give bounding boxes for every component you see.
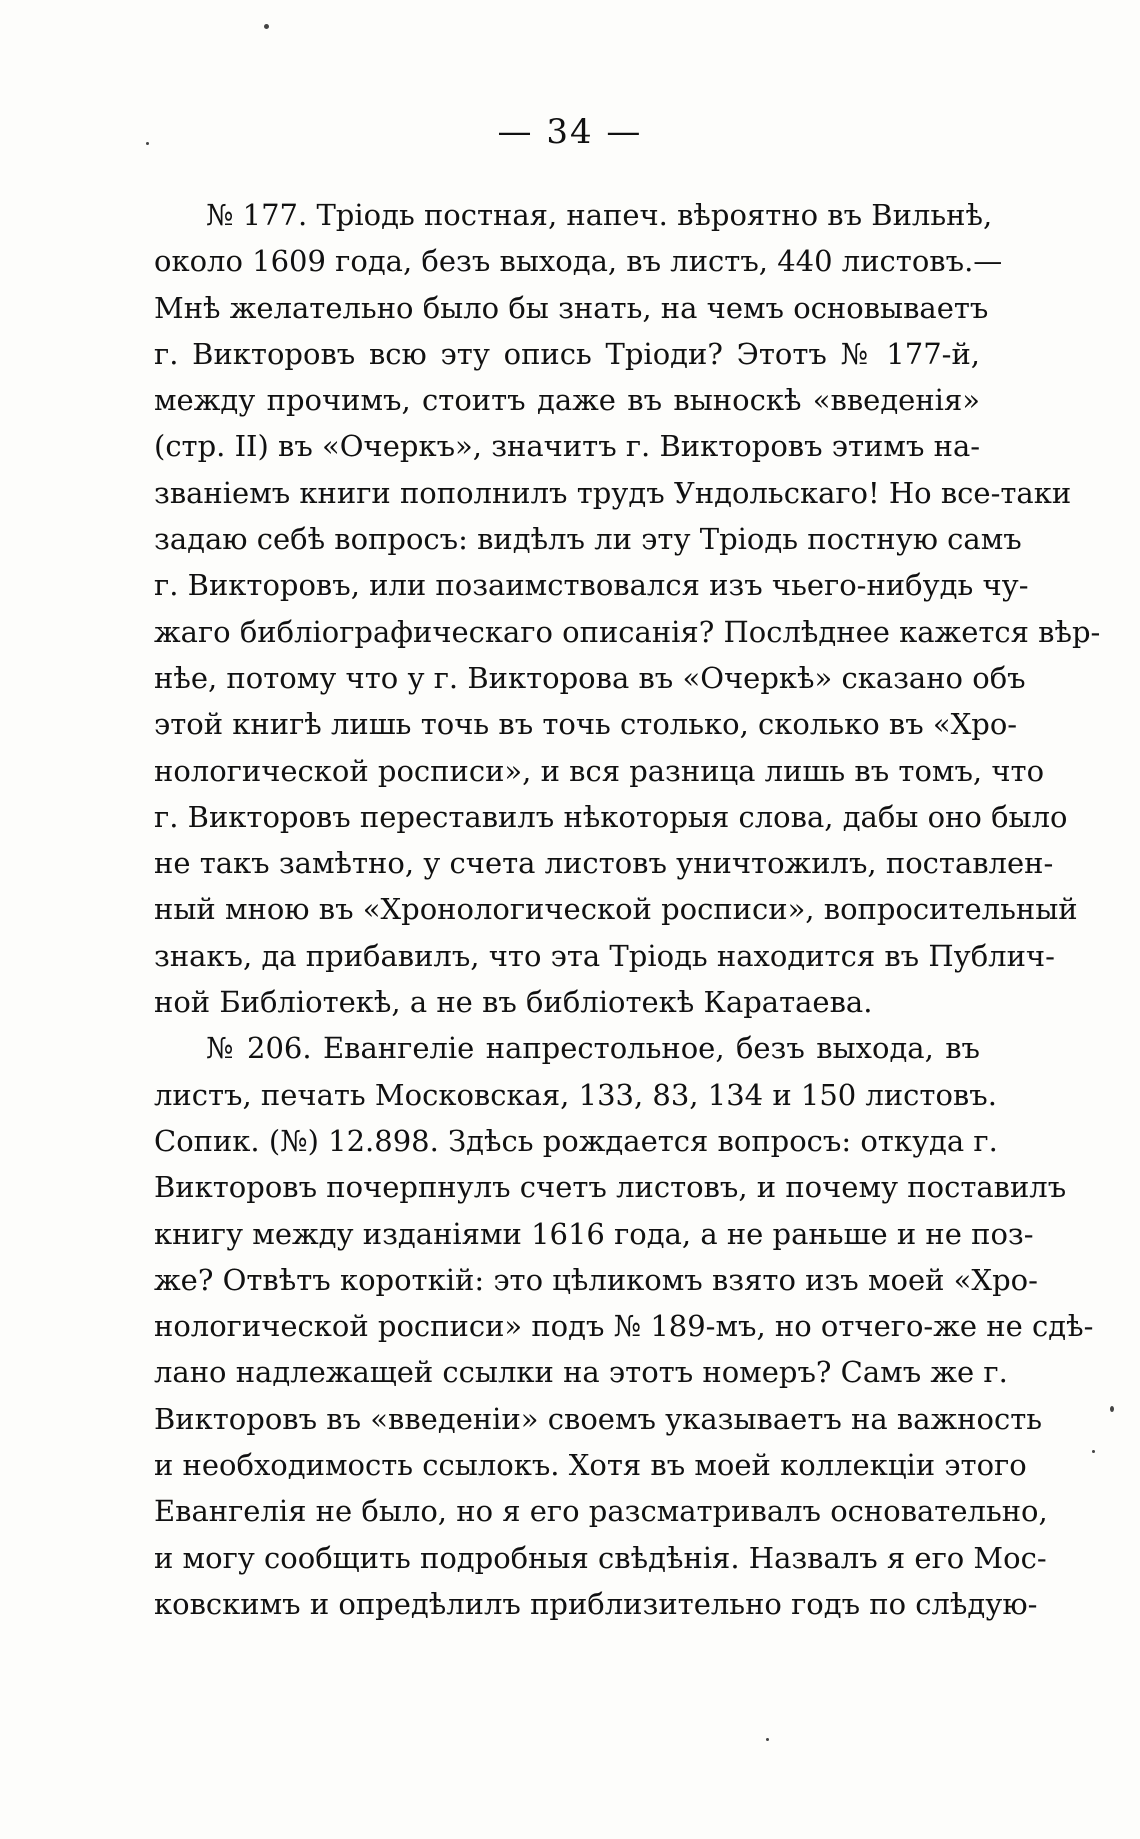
text-line: ный мною въ «Хронологической росписи», вопросительный [154, 892, 1078, 927]
text-line: Евангелія не было, но я его разсматривалъ основательно, [154, 1494, 1048, 1529]
page-number: — 34 — [497, 112, 643, 152]
text-line: и необходимость ссылокъ. Хотя въ моей коллекціи этого [154, 1448, 1027, 1483]
body-text [154, 192, 1101, 1627]
text-line: нологической росписи», и вся разница лишь въ томъ, что [154, 753, 1045, 788]
text-line: нологической росписи» подъ № 189-мъ, но отчего-же не сдѣ- [154, 1309, 1094, 1344]
paper-speck [264, 24, 269, 29]
text-line: задаю себѣ вопросъ: видѣлъ ли эту Тріодь постную самъ [154, 522, 1022, 557]
text-line: между прочимъ, стоитъ даже въ выноскѣ «введенія» [154, 383, 980, 418]
text-line: этой книгѣ лишь точь въ точь столько, сколько въ «Хро- [154, 707, 1018, 742]
text-line: ковскимъ и опредѣлилъ приблизительно годъ по слѣдую- [154, 1586, 1038, 1621]
text-line: Мнѣ желательно было бы знать, на чемъ основываетъ [154, 290, 989, 325]
text-line: Викторовъ въ «введеніи» своемъ указываетъ на важность [154, 1401, 1043, 1436]
text-line: лано надлежащей ссылки на этотъ номеръ? Самъ же г. [154, 1355, 1008, 1390]
paragraph-no-206 [154, 1025, 1094, 1627]
text-line: не такъ замѣтно, у счета листовъ уничтожилъ, поставлен- [154, 846, 1054, 881]
text-line: званіемъ книги пополнилъ трудъ Ундольскаго! Но все-таки [154, 475, 1072, 510]
text-line: Викторовъ почерпнулъ счетъ листовъ, и почему поставилъ [154, 1170, 1067, 1205]
paper-speck [1092, 1450, 1095, 1453]
text-line: знакъ, да прибавилъ, что эта Тріодь находится въ Публич- [154, 938, 1055, 973]
text-line: Сопик. (№) 12.898. Здѣсь рождается вопросъ: откуда г. [154, 1123, 998, 1158]
text-line: же? Отвѣтъ короткій: это цѣликомъ взято изъ моей «Хро- [154, 1262, 1038, 1297]
text-line: г. Викторовъ всю эту опись Тріоди? Этотъ № 177-й, [154, 336, 980, 371]
text-line: около 1609 года, безъ выхода, въ листъ, 440 листовъ.— [154, 244, 1003, 279]
text-line: № 206. Евангеліе напрестольное, безъ выхода, въ [206, 1031, 980, 1066]
paper-speck [766, 1738, 769, 1741]
text-line: (стр. II) въ «Очеркъ», значитъ г. Викторовъ этимъ на- [154, 429, 981, 464]
text-line: нѣе, потому что у г. Викторова въ «Очеркѣ» сказано объ [154, 660, 1026, 695]
text-line: жаго библіографическаго описанія? Послѣднее кажется вѣр- [154, 614, 1101, 649]
text-line: г. Викторовъ, или позаимствовался изъ чьего-нибудь чу- [154, 568, 1029, 603]
paper-speck [1110, 1406, 1114, 1412]
text-line: и могу сообщить подробныя свѣдѣнія. Назвалъ я его Мос- [154, 1540, 1047, 1575]
paragraph-no-177 [154, 192, 1101, 1025]
text-line: г. Викторовъ переставилъ нѣкоторыя слова, дабы оно было [154, 799, 1068, 834]
text-line: книгу между изданіями 1616 года, а не раньше и не поз- [154, 1216, 1034, 1251]
text-line: ной Библіотекѣ, а не въ библіотекѣ Каратаева. [154, 985, 873, 1020]
text-line: № 177. Тріодь постная, напеч. вѣроятно въ Вильнѣ, [206, 198, 993, 232]
text-line: листъ, печать Московская, 133, 83, 134 и 150 листовъ. [154, 1077, 997, 1112]
